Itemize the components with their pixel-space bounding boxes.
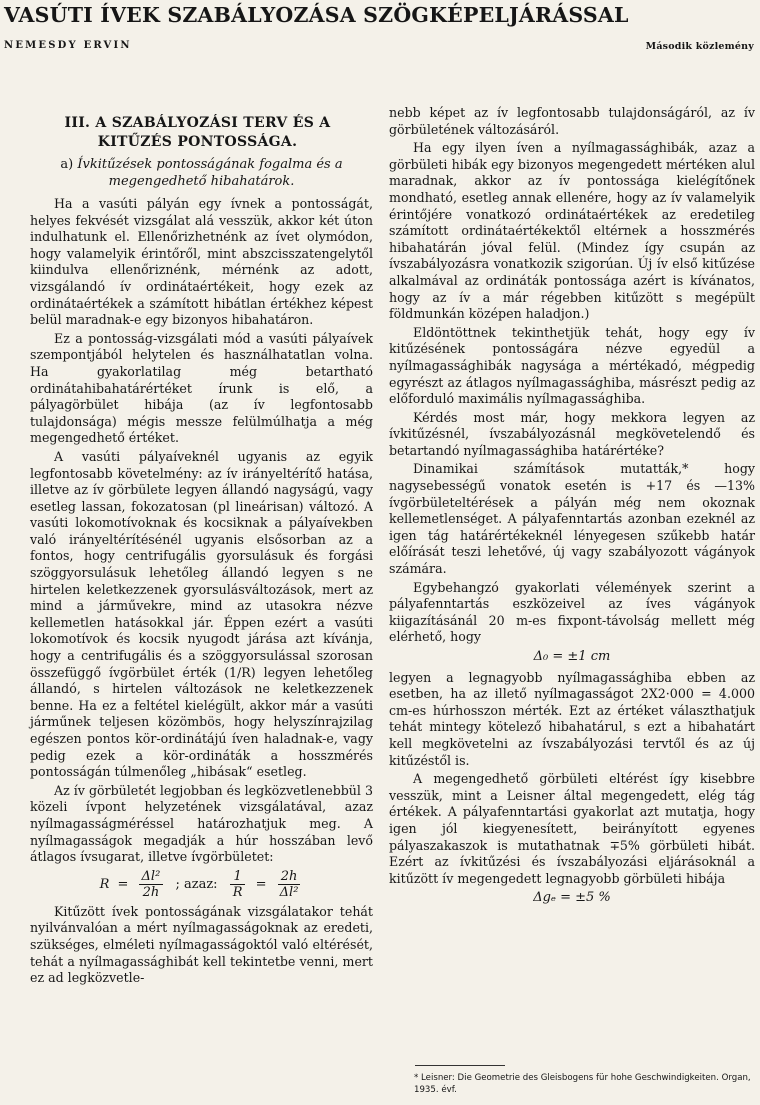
formula-numerator: 1 [230, 869, 244, 885]
paragraph: A megengedhető görbületi eltérést így kisebbre vesszük, mint a Leisner által megengedett, elég tág értékek. A pályafenntartási gyakorlat azt mutatja, hogy igen jól kiegyenesített, beirányított egyenes pályaszakaszok is mutathatnak ∓5% görbületi hibát. Ezért az ívkitűzési és ívszabályozási eljárásoknál a kitűzött ív megengedett legnagyobb görbületi hibája [389, 771, 755, 886]
formula-denominator: R [232, 884, 243, 900]
paragraph: Dinamikai számítások mutatták,* hogy nagysebességű vonatok esetén is +17 és —13% ívgörbületeltérések a pályán még nem okoznak kellemetlenséget. A pályafenntartás azonban ezeknél az igen tág határértékeknél lényegesen szűkebb határ előírását teszi lehetővé, új vagy szabályozott vágányok számára. [389, 461, 755, 577]
left-column [30, 114, 373, 987]
formula-equals: = [117, 876, 129, 892]
subsection-title: Ívkitűzések pontosságának fogalma és a megengedhető hibahatárok. [77, 157, 343, 189]
formula-symbol: R [99, 876, 110, 892]
formula-fraction [230, 869, 246, 900]
formula-separator: ; azaz: [175, 876, 218, 892]
footnote-divider [415, 1065, 505, 1066]
radius-formula [30, 869, 373, 900]
footnote: * Leisner: Die Geometrie des Gleisbogens für hohe Geschwindigkeiten. Organ, 1935. évf. [414, 1073, 751, 1095]
paragraph: Kitűzött ívek pontosságának vizsgálatakor tehát nyilvánvalóan a mért nyílmagasságoknak az eredeti, szükséges, elméleti nyílmagasságoktól való eltérését, tehát a nyílmagassághibát kell tekintetbe venni, mert ez ad legközvetle- [30, 903, 373, 986]
paragraph: Az ív görbületét legjobban és legközvetlenebbül 3 közeli ívpont helyzetének vizsgálatával, azaz nyílmagasságméréssel határozhatjuk meg. A nyílmagasságok megadják a húr hosszában levő átlagos ívsugarat, illetve ívgörbületet: [30, 782, 373, 865]
paragraph: Egybehangzó gyakorlati vélemények szerint a pályafenntartás eszközeivel az íves vágányok kiigazításánál 20 m-es fixpont-távolság mellett még elérhető, hogy [389, 579, 755, 645]
right-column [389, 105, 755, 911]
author-name: NEMESDY ERVIN [4, 40, 132, 51]
paragraph: Eldöntöttnek tekinthetjük tehát, hogy egy ív kitűzésének pontosságára nézve egyedül a nyílmagassághibák nagysága a mértékadó, mégpedig egyrészt az átlagos nyílmagassághiba, másrészt pedig az előforduló maximális nyílmagassághiba. [389, 324, 755, 407]
formula-numerator: 2h [278, 869, 301, 885]
error-limit-formula: Δ₀ = ±1 cm [533, 649, 611, 664]
formula-denominator: Δl² [279, 884, 299, 900]
subsection-heading [30, 156, 373, 190]
paragraph: nebb képet az ív legfontosabb tulajdonságáról, az ív görbületének változásáról. [389, 105, 755, 137]
formula-denominator: 2h [142, 884, 160, 900]
curvature-error-formula: Δgₑ = ±5 % [533, 890, 611, 906]
formula-equals: = [255, 876, 267, 892]
subsection-prefix: a) [60, 157, 74, 172]
paragraph: Ez a pontosság-vizsgálati mód a vasúti pályaívek szempontjából helytelen és használhatatlan volna. Ha gyakorlatilag még betartható ordinátahibahatárértéket írunk is elő, a pályagörbület hibája (az ív legfontosabb tulajdonsága) mégis messze felülmúlhatja a még megengedhető értéket. [30, 330, 373, 446]
formula-fraction [277, 869, 302, 900]
paragraph: legyen a legnagyobb nyílmagassághiba ebben az esetben, ha az illető nyílmagasságot 2X2·000 = 4.000 cm-es húrhosszon mérték. Ezt az értéket választhatjuk tehát mintegy kötelező hibahatárul, s ezt a hibahatárt kell megkövetelni az ívszabályozási tervtől és az új kitűzéstől is. [389, 669, 755, 768]
paragraph: A vasúti pályaíveknél ugyanis az egyik legfontosabb követelmény: az ív irányeltérítő hatása, illetve az ív görbülete legyen állandó nagyságú, vagy esetleg lassan, fokozatosan (pl lineárisan) változó. A vasúti lokomotívoknak és kocsiknak a pályaívekben való irányeltérítésénél ugyanis elsősorban az a fontos, hogy centrifugális gyorsulásuk és forgási szöggyorsulásuk lehetőleg állandó legyen s ne hirtelen keletkezzenek gyorsulásváltozások, mert az mind a járművekre, mind az utasokra nézve kellemetlen hatásokkal jár. Éppen ezért a vasúti lokomotívok és kocsik nyugodt járása azt kívánja, hogy a centrifugális és a szöggyorsulással szorosan összefüggő ívgörbület érték (1/R) legyen lehetőleg állandó, s hirtelen változások ne keletkezzenek benne. Ha ez a feltétel kielégült, akkor már a vasúti járműnek teljesen közömbös, hogy helyszínrajzilag egészen pontos kör-ordinátájú íven haladnak-e, vagy pedig ezek a kör-ordináták a hosszmérés pontosságán túlmenőleg „hibásak“ esetleg. [30, 448, 373, 780]
article-title: VASÚTI ÍVEK SZABÁLYOZÁSA SZÖGKÉPELJÁRÁSSAL [4, 3, 629, 27]
paragraph: Kérdés most már, hogy mekkora legyen az ívkitűzésnél, ívszabályozásnál megkövetelendő és betartandó nyílmagassághiba határértéke? [389, 409, 755, 458]
paragraph: Ha egy ilyen íven a nyílmagassághibák, azaz a görbületi hibák egy bizonyos megengedett mértéken alul maradnak, akkor az ív pontossága kielégítőnek mondható, esetleg annak ellenére, hogy az ív valamelyik érintőjére vonatkozó ordinátaértékek az eredetileg számított ordinátaértékektől eltérnek a hosszmérés hibahatárán jóval felül. (Mindez így csupán az ívszabályozásra vonatkozik szigorúan. Új ív első kitűzése alkalmával az ordináták pontossága azért is kívánatos, hogy az ív a már régebben kitűzött s megépült földmunkán középen haladjon.) [389, 140, 755, 322]
issue-label: Második közlemény [645, 41, 754, 52]
formula-fraction [139, 869, 164, 900]
paragraph: Ha a vasúti pályán egy ívnek a pontosságát, helyes fekvését vizsgálat alá vesszük, akkor két úton indulhatunk el. Ellenőrizhetnénk az ívet olymódon, hogy valamelyik érintőről, mint abszcisszatengelytől kiindulva ellenőriznénk, mérnénk az adott, vizsgálandó ív ordinátaértékeit, hogy ezek az ordinátaértékek a számított hibátlan értékhez képest belül maradnak-e egy bizonyos hibahatáron. [30, 196, 373, 328]
section-heading: III. A SZABÁLYOZÁSI TERV ÉS A KITŰZÉS PONTOSSÁGA. [64, 115, 331, 150]
formula-numerator: Δl² [139, 869, 164, 885]
